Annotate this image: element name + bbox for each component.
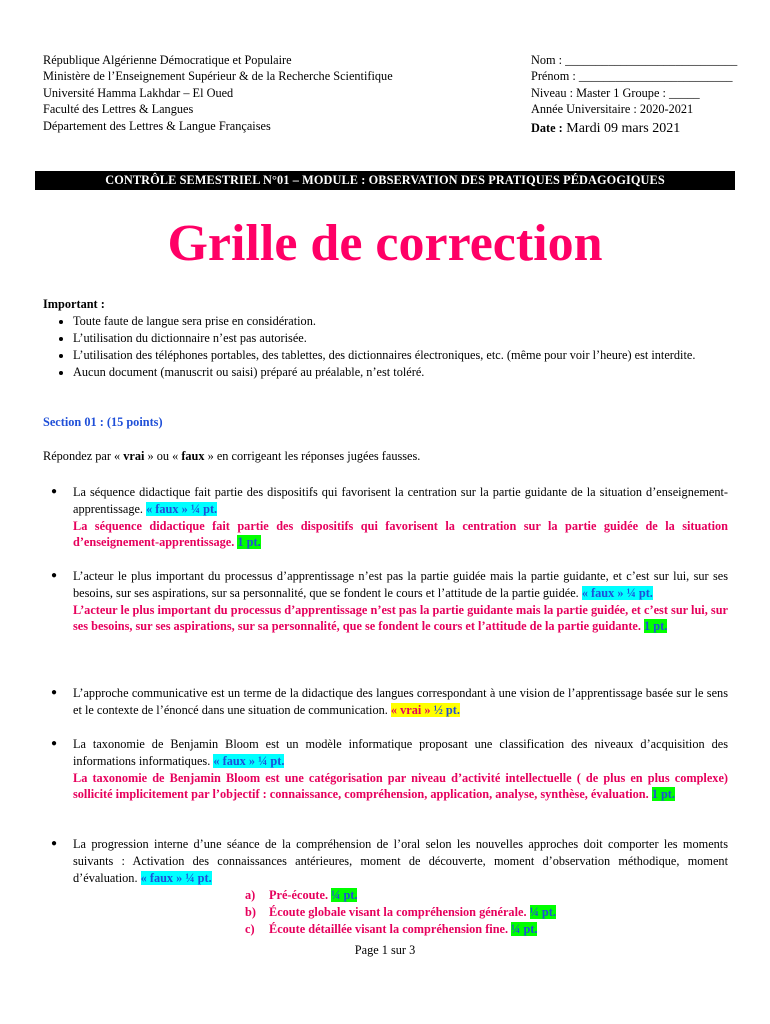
instruction (43, 449, 420, 464)
points-badge: ¼ pt. (331, 888, 358, 902)
correction-text: L’acteur le plus important du processus d’apprentissage n’est pas la partie guidante mais la partie guidée, et c’est sur lui, sur ses besoins, sur ses aspirations, sur sa personnalité, que se fondent le cours et l’attitude de la partie guidante. (73, 602, 728, 634)
student-info-header (531, 52, 737, 139)
important-list (43, 313, 733, 381)
question-text (73, 685, 728, 719)
points-badge: ¼ pt. (529, 905, 556, 919)
sub-answer-label: c) (245, 922, 255, 936)
niveau-field: Niveau : Master 1 Groupe : _____ (531, 85, 700, 100)
header-line-university: Université Hamma Lakhdar – El Oued (43, 85, 234, 100)
answer-points: ½ pt. (433, 702, 460, 717)
page-title: Grille de correction (167, 215, 603, 272)
bullet-icon: ● (51, 838, 58, 849)
answer-badge (391, 703, 460, 717)
question-text (73, 484, 728, 551)
instruction-text: » ou « (144, 449, 182, 463)
points-badge: 1 pt. (237, 535, 261, 550)
question-1 (43, 484, 728, 551)
question-text (73, 836, 728, 886)
sub-answer (245, 887, 556, 904)
points-badge: 1 pt. (644, 619, 668, 634)
important-item: • Toute faute de langue sera prise en considération. (73, 313, 733, 330)
sub-answer-label: b) (245, 905, 256, 919)
header-line-ministry: Ministère de l’Enseignement Supérieur & de la Recherche Scientifique (43, 69, 393, 84)
correction-text: La taxonomie de Benjamin Bloom est une catégorisation par niveau d’activité intellectuelle ( de plus en plus complexe) sollicité implicitement par l’objectif : connaissance, compréhension, application, analyse, synthèse, évaluation. (73, 770, 728, 802)
sub-answers (245, 887, 556, 938)
header-line-republic: République Algérienne Démocratique et Populaire (43, 53, 292, 67)
bullet-icon: ● (51, 738, 58, 749)
important-notes (43, 296, 733, 381)
sub-answer-label: a) (245, 888, 256, 902)
section-heading: Section 01 : (15 points) (43, 415, 163, 429)
sub-answer (245, 921, 556, 938)
statement: La progression interne d’une séance de la compréhension de l’oral selon les nouvelles approches doit comporter les moments suivants : Activation des connaissances antérieures, moment de découverte, moment d’observation méthodique, moment d’évaluation. (73, 837, 728, 885)
important-item: • L’utilisation des téléphones portables, des tablettes, des dictionnaires électroniques, etc. (même pour voir l’heure) est interdite. (73, 347, 733, 364)
annee-field: Année Universitaire : 2020-2021 (531, 102, 694, 117)
sub-answer (245, 904, 556, 921)
header-line-department: Département des Lettres & Langue Françaises (43, 118, 271, 133)
question-2 (43, 568, 728, 635)
statement: L’acteur le plus important du processus d’apprentissage n’est pas la partie guidée mais la partie guidante, et c’est sur lui, sur ses besoins, sur ses aspirations, sur sa personnalité, que se fondent le cours et l’attitude de la partie guidée. (73, 569, 728, 600)
institution-header (43, 52, 393, 134)
exam-banner: CONTRÔLE SEMESTRIEL N°01 – MODULE : OBSERVATION DES PRATIQUES PÉDAGOGIQUES (35, 171, 735, 190)
important-label: Important : (43, 297, 105, 311)
date-label: Date : (531, 120, 563, 135)
bullet-icon: ● (51, 570, 58, 581)
points-badge: 1 pt. (651, 787, 675, 802)
prenom-field: Prénom : _________________________ (531, 69, 733, 84)
page-number: Page 1 sur 3 (354, 943, 416, 957)
question-5 (43, 836, 728, 886)
header-line-faculty: Faculté des Lettres & Langues (43, 102, 194, 117)
statement: La taxonomie de Benjamin Bloom est un modèle informatique proposant une classification des niveaux d’acquisition des informations informatiques. (73, 737, 728, 768)
question-text (73, 568, 728, 635)
question-3 (43, 685, 728, 719)
important-item: • L’utilisation du dictionnaire n’est pas autorisée. (73, 330, 733, 347)
instruction-vrai: vrai (123, 449, 145, 463)
points-badge: ¼ pt. (511, 922, 538, 936)
statement: L’approche communicative est un terme de la didactique des langues correspondant à une vision de l’apprentissage basée sur le sens et le contexte de l’énoncé dans une situation de communication. (73, 686, 728, 717)
instruction-text: Répondez par « (43, 449, 124, 463)
answer-badge: « faux » ¼ pt. (146, 501, 218, 516)
nom-field: Nom : ____________________________ (531, 53, 738, 67)
question-4 (43, 736, 728, 803)
date-field (531, 118, 737, 139)
instruction-faux: faux (181, 449, 205, 463)
bullet-icon: ● (51, 486, 58, 497)
sub-answer-text: Écoute détaillée visant la compréhension fine. (269, 922, 512, 936)
sub-answer-text: Écoute globale visant la compréhension générale. (269, 905, 530, 919)
answer-badge: « faux » ¼ pt. (140, 870, 212, 885)
sub-answer-text: Pré-écoute. (269, 888, 332, 902)
statement: La séquence didactique fait partie des dispositifs qui favorisent la centration sur la partie guidante de la situation d’enseignement-apprentissage. (73, 485, 728, 516)
answer-badge: « faux » ¼ pt. (213, 753, 285, 768)
date-value: Mardi 09 mars 2021 (566, 120, 681, 136)
bullet-icon: ● (51, 687, 58, 698)
correction-text: La séquence didactique fait partie des dispositifs qui favorisent la centration sur la partie guidée de la situation d’enseignement-apprentissage. (73, 518, 728, 550)
answer-badge: « faux » ¼ pt. (581, 585, 653, 600)
instruction-text: » en corrigeant les réponses jugées fausses. (204, 449, 421, 463)
answer-vrai: « vrai » (390, 702, 434, 717)
question-text (73, 736, 728, 803)
important-item: • Aucun document (manuscrit ou saisi) préparé au préalable, n’est toléré. (73, 364, 733, 381)
